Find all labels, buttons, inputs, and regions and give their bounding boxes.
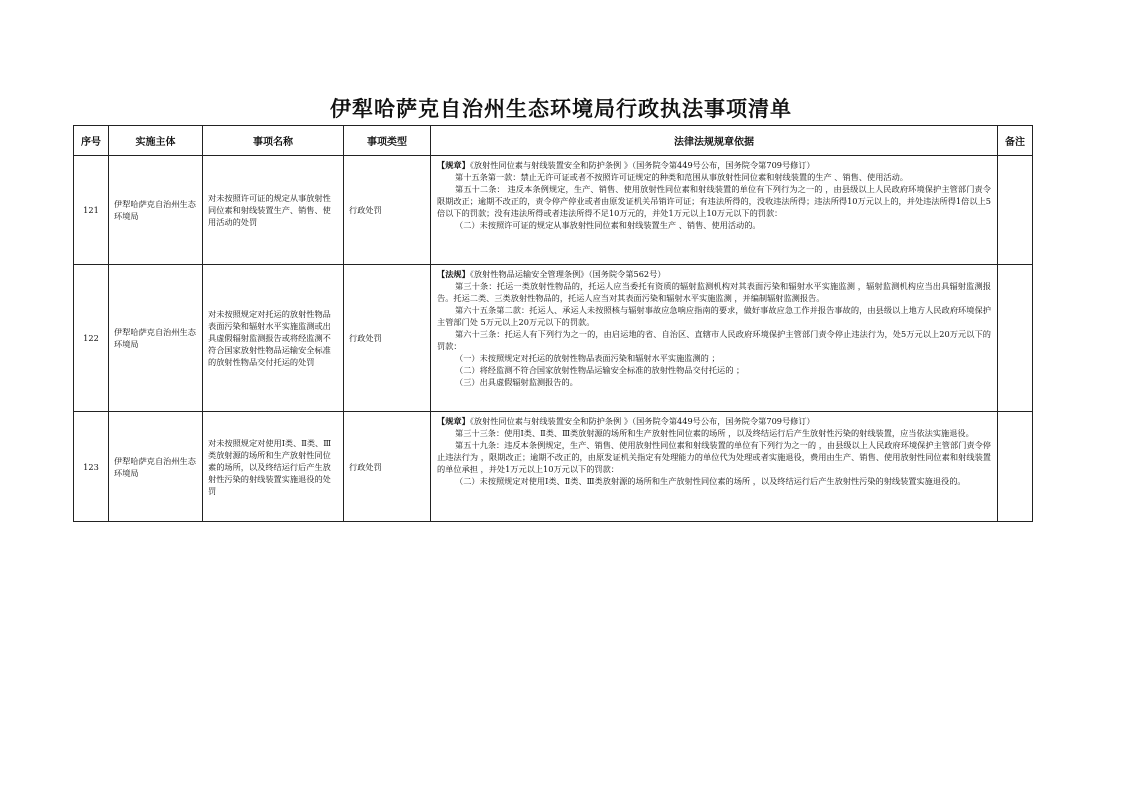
table-row: [74, 156, 1033, 265]
basis-line: 第五十二条： 违反本条例规定，生产、销售、使用放射性同位素和射线装置的单位有下列行为之一的 ，由县级以上人民政府环境保护主管部门责令限期改正；逾期不改正的，责令停产停业或者由原发证机关吊销许可证；有违法所得的，没收违法所得；违法所得10万元以上的，并处违法所得1倍以上5倍以下的罚款；没有违法所得或者违法所得不足10万元的，并处1万元以上10万元以下的罚款：: [437, 184, 991, 218]
row-type: 行政处罚: [344, 156, 431, 265]
basis-line: 第五十九条：违反本条例规定，生产、销售、使用放射性同位素和射线装置的单位有下列行为之一的 ，由县级以上人民政府环境保护主管部门责令停止违法行为 ，限期改正；逾期不改正的，由原发证机关指定有处理能力的单位代为处理或者实施退役，费用由生产、销售、使用放射性同位素和射线装置的单位承担 ，并处1万元以上10万元以下的罚款：: [437, 440, 991, 474]
enforcement-table: [73, 125, 1033, 522]
basis-line: （二）未按照许可证的规定从事放射性同位素和射线装置生产 、销售、使用活动的。: [455, 220, 761, 230]
row-type: 行政处罚: [344, 265, 431, 412]
basis-line: 第三十条：托运一类放射性物品的，托运人应当委托有资质的辐射监测机构对其表面污染和辐射水平实施监测 ，辐射监测机构应当出具辐射监测报告。托运二类、三类放射性物品的，托运人应当对其表面污染和辐射水平实施监测 ，并编制辐射监测报告。: [437, 281, 991, 303]
basis-line: 第六十五条第二款：托运人、承运人未按照核与辐射事故应急响应指南的要求，做好事故应急工作并报告事故的，由县级以上地方人民政府环境保护主管部门处 5万元以上20万元以下的罚款。: [437, 305, 991, 327]
page-title: 伊犁哈萨克自治州生态环境局行政执法事项清单: [330, 96, 792, 121]
row-item: 对未按照规定对使用Ⅰ类、Ⅱ类、Ⅲ类放射源的场所和生产放射性同位素的场所，以及终结运行后产生放射性污染的射线装置实施退役的处罚: [203, 412, 344, 522]
row-subject: 伊犁哈萨克自治州生态环境局: [109, 265, 203, 412]
header-no: 序号: [74, 126, 109, 156]
header-basis: 法律法规规章依据: [431, 126, 998, 156]
basis-head: 《放射性同位素与射线装置安全和防护条例 》（国务院令第449号公布，国务院令第709号修订）: [469, 160, 815, 170]
basis-line: （二）将经监测不符合国家放射性物品运输安全标准的放射性物品交付托运的 ；: [455, 365, 745, 375]
basis-head: 《放射性物品运输安全管理条例》（国务院令第562号）: [469, 269, 666, 279]
basis-head: 《放射性同位素与射线装置安全和防护条例 》（国务院令第449号公布，国务院令第709号修订）: [469, 416, 815, 426]
header-remark: 备注: [998, 126, 1033, 156]
row-item: 对未按照规定对托运的放射性物品表面污染和辐射水平实施监测或出具虚假辐射监测报告或将经监测不符合国家放射性物品运输安全标准的放射性物品交付托运的处罚: [203, 265, 344, 412]
row-legal-basis: [431, 265, 998, 412]
row-item: 对未按照许可证的规定从事放射性同位素和射线装置生产、销售、使用活动的处罚: [203, 156, 344, 265]
basis-line: （二）未按照规定对使用Ⅰ类、Ⅱ类、Ⅲ类放射源的场所和生产放射性同位素的场所 ，以及终结运行后产生放射性污染的射线装置实施退役的。: [455, 476, 966, 486]
header-subject: 实施主体: [109, 126, 203, 156]
row-remark: [998, 412, 1033, 522]
row-no: 121: [74, 156, 109, 265]
row-no: 123: [74, 412, 109, 522]
basis-line: （一）未按照规定对托运的放射性物品表面污染和辐射水平实施监测的 ；: [455, 353, 720, 363]
row-subject: 伊犁哈萨克自治州生态环境局: [109, 412, 203, 522]
basis-line: 第六十三条：托运人有下列行为之一的，由启运地的省、自治区、直辖市人民政府环境保护主管部门责令停止违法行为，处5万元以上20万元以下的罚款：: [437, 329, 991, 351]
row-subject: 伊犁哈萨克自治州生态环境局: [109, 156, 203, 265]
row-type: 行政处罚: [344, 412, 431, 522]
table-row: [74, 265, 1033, 412]
row-no: 122: [74, 265, 109, 412]
header-type: 事项类型: [344, 126, 431, 156]
basis-line: 第十五条第一款：禁止无许可证或者不按照许可证规定的种类和范围从事放射性同位素和射线装置的生产 、销售、使用活动。: [455, 172, 908, 182]
row-remark: [998, 156, 1033, 265]
basis-tag: 【规章】: [437, 416, 470, 426]
table-row: [74, 412, 1033, 522]
row-remark: [998, 265, 1033, 412]
basis-line: （三）出具虚假辐射监测报告的。: [455, 377, 578, 387]
header-item: 事项名称: [203, 126, 344, 156]
basis-line: 第三十三条：使用Ⅰ类、Ⅱ类、Ⅲ类放射源的场所和生产放射性同位素的场所 ，以及终结运行后产生放射性污染的射线装置，应当依法实施退役。: [455, 428, 974, 438]
basis-tag: 【规章】: [437, 160, 470, 170]
row-legal-basis: [431, 156, 998, 265]
basis-tag: 【法规】: [437, 269, 470, 279]
row-legal-basis: [431, 412, 998, 522]
table-header-row: [74, 126, 1033, 156]
